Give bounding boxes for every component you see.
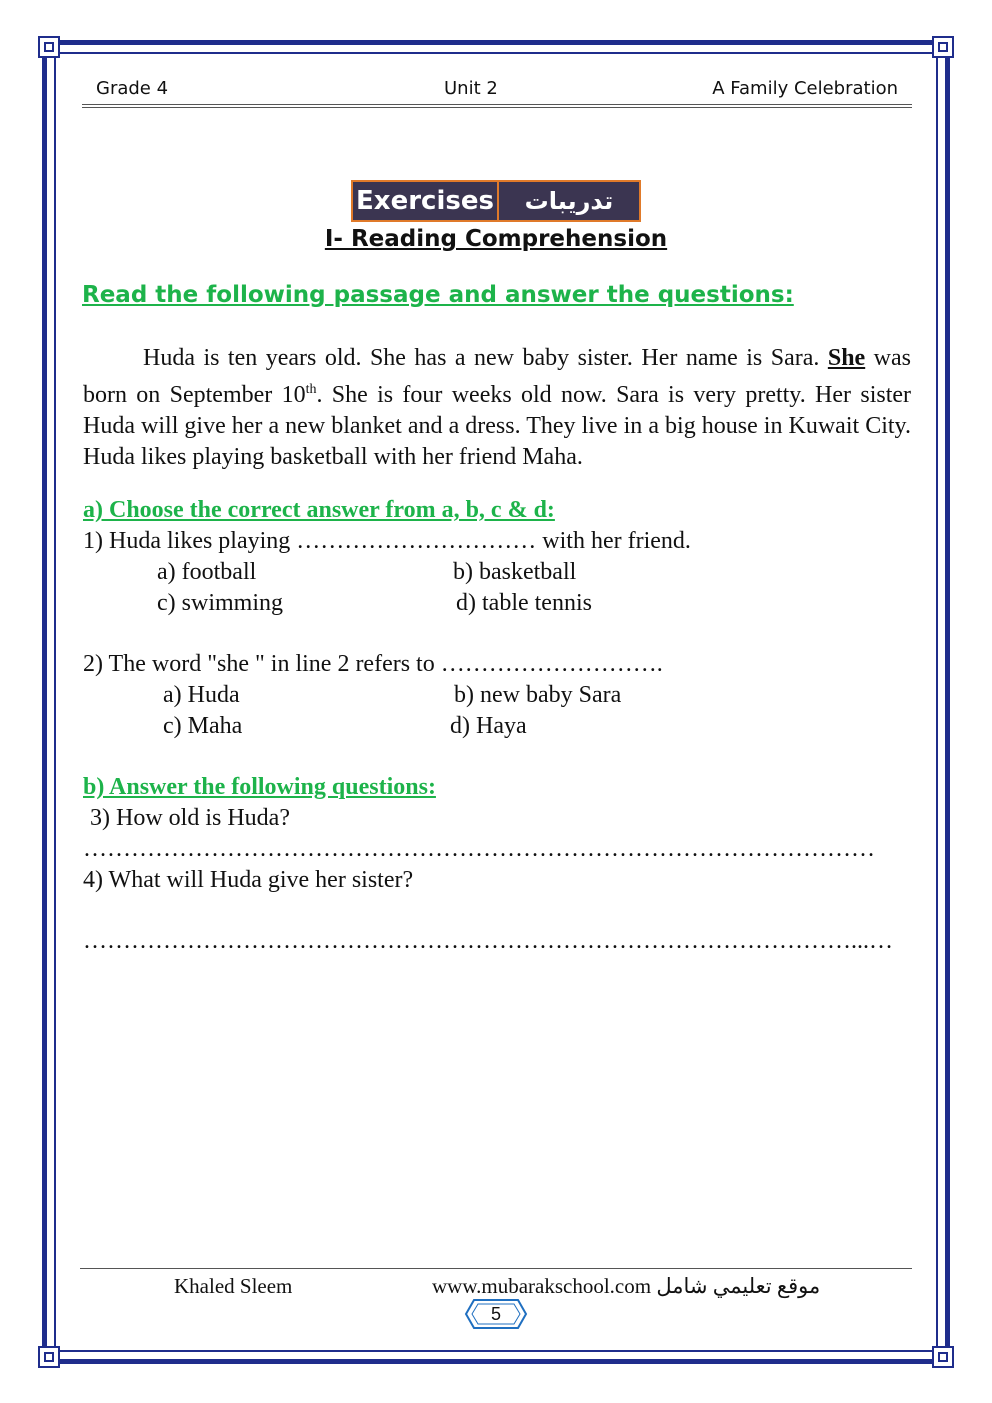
- grade-label: Grade 4: [96, 78, 169, 99]
- passage-part1: Huda is ten years old. She has a new baby sister. Her name is Sara.: [143, 345, 828, 371]
- question-4: 4) What will Huda give her sister?: [83, 867, 414, 893]
- footer-site: www.mubarakschool.com موقع تعليمي شامل: [432, 1274, 821, 1298]
- corner-ornament-icon: [932, 1346, 954, 1368]
- footer-author: Khaled Sleem: [174, 1274, 293, 1298]
- q1-option-c[interactable]: c) swimming: [157, 590, 283, 616]
- section-title: I- Reading Comprehension: [324, 226, 668, 252]
- instruction: Read the following passage and answer the questions:: [82, 282, 794, 308]
- page-number: 5: [490, 1304, 501, 1324]
- question-1: 1) Huda likes playing ………………………… with her friend.: [83, 528, 691, 554]
- reading-passage: [83, 343, 911, 473]
- question-2: 2) The word "she " in line 2 refers to ……………………….: [83, 651, 663, 677]
- footer-divider: [80, 1268, 912, 1269]
- question-3: 3) How old is Huda?: [90, 805, 290, 831]
- answer-line-3[interactable]: ………………………………………………………………………………………: [83, 836, 875, 862]
- part-a-heading: a) Choose the correct answer from a, b, c & d:: [83, 497, 555, 523]
- unit-label: Unit 2: [444, 78, 498, 99]
- topic-label: A Family Celebration: [712, 78, 898, 99]
- passage-part2: was born on September 10: [83, 345, 911, 408]
- answer-line-4[interactable]: ……………………………………………………………………………………...…: [83, 928, 893, 954]
- exercises-banner-arabic: تدريبات: [499, 182, 639, 220]
- corner-ornament-icon: [932, 36, 954, 58]
- exercises-banner: [351, 180, 641, 222]
- q2-option-d[interactable]: d) Haya: [450, 713, 527, 739]
- corner-ornament-icon: [38, 1346, 60, 1368]
- passage-she: She: [827, 345, 866, 371]
- exercises-banner-english: Exercises: [353, 182, 499, 220]
- part-b-heading: b) Answer the following questions:: [83, 774, 436, 800]
- q1-option-d[interactable]: d) table tennis: [456, 590, 592, 616]
- page-number-badge: [464, 1297, 528, 1331]
- q2-option-a[interactable]: a) Huda: [163, 682, 240, 708]
- passage-sup: th: [305, 382, 317, 397]
- q2-option-b[interactable]: b) new baby Sara: [454, 682, 622, 708]
- corner-ornament-icon: [38, 36, 60, 58]
- q1-option-a[interactable]: a) football: [157, 559, 257, 585]
- passage-part3: . She is four weeks old now. Sara is very pretty. Her sister Huda will give her a new blanket and a dress. They live in a big house in Kuwait City. Huda likes playing basketball with her friend Maha.: [83, 382, 912, 470]
- page-header: [82, 76, 912, 105]
- q2-option-c[interactable]: c) Maha: [163, 713, 243, 739]
- q1-option-b[interactable]: b) basketball: [453, 559, 577, 585]
